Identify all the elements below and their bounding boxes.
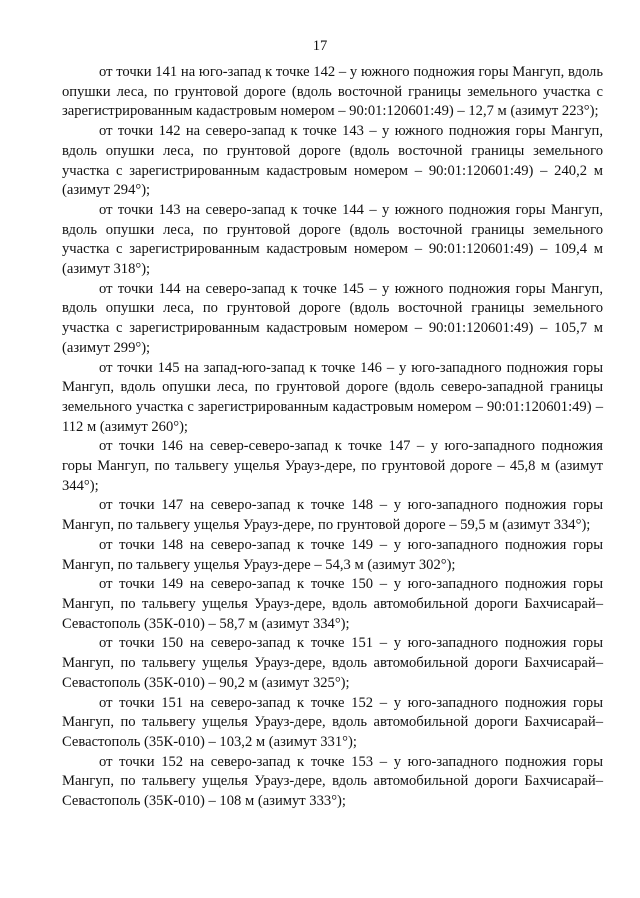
paragraph: от точки 152 на северо-запад к точке 153 – у юго-западного подножия горы Мангуп, по тальвегу ущелья Урауз-дере, вдоль автомобильной дороги Бахчисарай–Севастополь (35К-010) – 108 м (азимут 333°);: [62, 753, 603, 810]
paragraph: от точки 142 на северо-запад к точке 143 – у южного подножия горы Мангуп, вдоль опушки леса, по грунтовой дороге (вдоль восточной границы земельного участка с зарегистрированным кадастровым номером – 90:01:120601:49) – 240,2 м (азимут 294°);: [62, 123, 603, 199]
paragraph: от точки 151 на северо-запад к точке 152 – у юго-западного подножия горы Мангуп, по тальвегу ущелья Урауз-дере, вдоль автомобильной дороги Бахчисарай–Севастополь (35К-010) – 103,2 м (азимут 331°);: [62, 694, 603, 750]
paragraph: от точки 147 на северо-запад к точке 148 – у юго-западного подножия горы Мангуп, по тальвегу ущелья Урауз-дере, по грунтовой дороге – 59,5 м (азимут 334°);: [62, 497, 603, 534]
paragraph: от точки 146 на север-северо-запад к точке 147 – у юго-западного подножия горы Мангуп, по тальвегу ущелья Урауз-дере, по грунтовой дороге – 45,8 м (азимут 344°);: [62, 438, 603, 494]
paragraph: от точки 141 на юго-запад к точке 142 – у южного подножия горы Мангуп, вдоль опушки леса, по грунтовой дороге (вдоль восточной границы земельного участка с зарегистрированным кадастровым номером – 90:01:120601:49) – 12,7 м (азимут 223°);: [62, 64, 603, 120]
paragraph: от точки 150 на северо-запад к точке 151 – у юго-западного подножия горы Мангуп, по тальвегу ущелья Урауз-дере, вдоль автомобильной дороги Бахчисарай–Севастополь (35К-010) – 90,2 м (азимут 325°);: [62, 635, 603, 691]
paragraph: от точки 148 на северо-запад к точке 149 – у юго-западного подножия горы Мангуп, по тальвегу ущелья Урауз-дере – 54,3 м (азимут 302°);: [62, 536, 603, 573]
page-number: 17: [312, 38, 328, 54]
paragraph: от точки 144 на северо-запад к точке 145 – у южного подножия горы Мангуп, вдоль опушки леса, по грунтовой дороге (вдоль восточной границы земельного участка с зарегистрированным кадастровым номером – 90:01:120601:49) – 105,7 м (азимут 299°);: [62, 280, 603, 356]
document-body: [62, 63, 603, 812]
paragraph: от точки 149 на северо-запад к точке 150 – у юго-западного подножия горы Мангуп, по тальвегу ущелья Урауз-дере, вдоль автомобильной дороги Бахчисарай–Севастополь (35К-010) – 58,7 м (азимут 334°);: [62, 576, 603, 632]
paragraph: от точки 145 на запад-юго-запад к точке 146 – у юго-западного подножия горы Мангуп, вдоль опушки леса, по грунтовой дороге (вдоль северо-западной границы земельного участка с зарегистрированным кадастровым номером – 90:01:120601:49) – 112 м (азимут 260°);: [62, 359, 603, 435]
paragraph: от точки 143 на северо-запад к точке 144 – у южного подножия горы Мангуп, вдоль опушки леса, по грунтовой дороге (вдоль восточной границы земельного участка с зарегистрированным кадастровым номером – 90:01:120601:49) – 109,4 м (азимут 318°);: [62, 201, 603, 278]
